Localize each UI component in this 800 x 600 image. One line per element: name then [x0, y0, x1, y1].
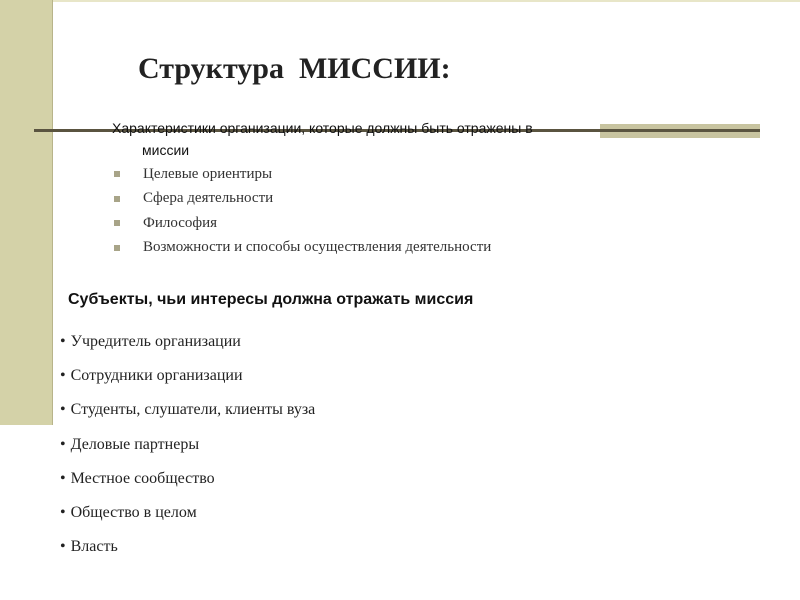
subjects-list — [60, 325, 315, 564]
list-item — [60, 393, 315, 427]
bullet-dot-icon: • — [60, 538, 66, 556]
list-item-label: Деловые партнеры — [70, 435, 200, 453]
list-item-label: Философия — [143, 214, 218, 231]
characteristics-heading-line2: миссии — [142, 142, 190, 158]
bullet-dot-icon: • — [60, 333, 66, 351]
list-item-label: Местное сообщество — [70, 469, 215, 487]
list-item — [60, 496, 315, 530]
characteristics-list — [112, 162, 491, 260]
list-item — [112, 187, 491, 212]
list-item-label: Студенты, слушатели, клиенты вуза — [70, 401, 316, 419]
square-bullet-icon — [114, 196, 120, 202]
list-item-label: Целевые ориентиры — [143, 165, 273, 182]
characteristics-heading-line1: Характеристики организации, которые должны быть отражены в — [112, 120, 533, 136]
list-item-label: Сфера деятельности — [143, 190, 274, 207]
list-item — [112, 162, 491, 187]
square-bullet-icon — [114, 220, 120, 226]
list-item-label: Возможности и способы осуществления деятельности — [143, 239, 492, 256]
bullet-dot-icon: • — [60, 367, 66, 385]
bullet-dot-icon: • — [60, 504, 66, 522]
list-item — [112, 211, 491, 236]
bullet-dot-icon: • — [60, 469, 66, 487]
list-item-label: Власть — [70, 538, 118, 556]
left-side-bar-decoration — [0, 0, 53, 425]
list-item — [60, 359, 315, 393]
characteristics-heading — [112, 117, 712, 161]
list-item — [60, 325, 315, 359]
list-item — [60, 428, 315, 462]
top-strip-decoration — [0, 0, 800, 2]
bullet-dot-icon: • — [60, 401, 66, 419]
list-item — [60, 530, 315, 564]
list-item-label: Общество в целом — [70, 504, 197, 522]
list-item — [112, 236, 491, 261]
list-item — [60, 462, 315, 496]
square-bullet-icon — [114, 245, 120, 251]
subjects-heading: Субъекты, чьи интересы должна отражать миссия — [68, 291, 474, 308]
slide-title: Структура МИССИИ: — [138, 52, 451, 85]
list-item-label: Сотрудники организации — [70, 367, 243, 385]
list-item-label: Учредитель организации — [70, 333, 241, 351]
square-bullet-icon — [114, 171, 120, 177]
bullet-dot-icon: • — [60, 435, 66, 453]
